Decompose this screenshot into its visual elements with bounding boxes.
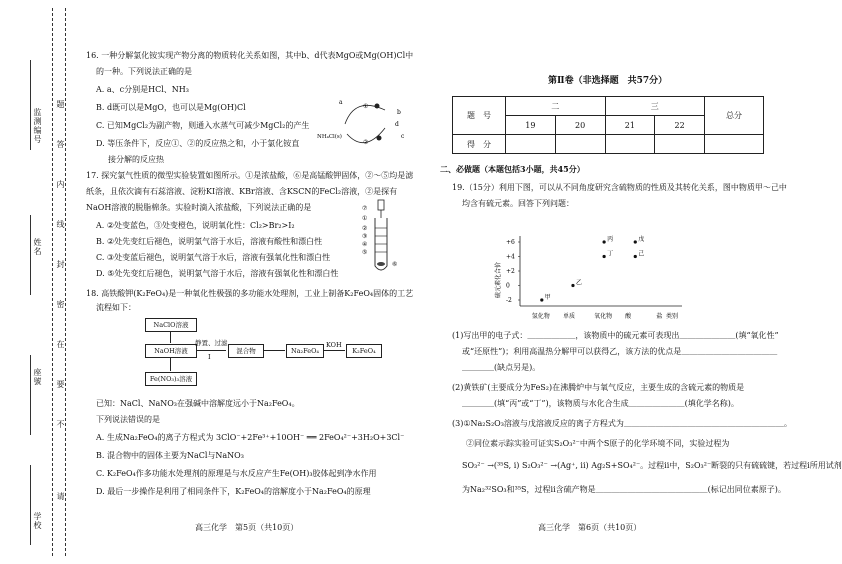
q19-sub1-line-1: (1)写出甲的电子式：＿＿＿＿＿＿，该物质中的硫元素可表现出＿＿＿＿＿＿＿(填“氧化性” [452, 331, 779, 340]
chart-xtick-label: 氢化物 [531, 313, 550, 320]
label-school: 学校 [33, 512, 42, 530]
seal-char-7: 线 [56, 220, 65, 229]
flow-arrow-fe-up [170, 357, 171, 371]
seal-char-6: 封 [56, 260, 65, 269]
q16-cycle-diagram [315, 94, 415, 154]
score-row-label: 得 分 [453, 135, 506, 154]
q19-line-2: 均含有硫元素。回答下列问题： [462, 199, 574, 208]
score-section-two: 二 [506, 97, 606, 116]
flow-fe-box: Fe(NO₃)₃溶液 [145, 372, 197, 386]
q18-option-b: B. 混合物中的固体主要为NaCl与NaNO₃ [96, 451, 244, 460]
q19-sub1-line-3: ＿＿＿＿(缺点另是)。 [462, 363, 541, 372]
q19-sub3-line-2: ②同位素示踪实验可证实S₂O₃²⁻中两个S原子的化学环境不同，实验过程为 [466, 439, 730, 448]
score-q19: 19 [506, 116, 556, 135]
q19-sub1-line-2: 或“还原性”)；利用高温热分解甲可以获得乙，该方法的优点是＿＿＿＿＿＿＿＿＿＿＿＿ [462, 347, 778, 356]
label-name: 姓名 [33, 238, 42, 256]
q19-line-1: 19.（15分）利用下图，可以从不同角度研究含硫物质的性质及其转化关系，图中物质甲～己中 [452, 183, 787, 192]
q17-option-d: D. ⑤处先变红后褪色，说明氯气溶于水后，溶液有强氧化性和漂白性 [96, 269, 339, 278]
q17-apparatus [360, 200, 420, 278]
seal-char-5: 密 [56, 300, 65, 309]
chart-xtick-label: 酸 [625, 313, 632, 320]
q18-known: 已知：NaCl、NaNO₃在强碱中溶解度远小于Na₂FeO₄。 [96, 399, 300, 408]
chart-point [571, 284, 574, 287]
seal-char-4: 在 [56, 340, 65, 349]
flow-step-label: 静置、过滤 [195, 339, 228, 347]
chart-ytick-label: +2 [506, 268, 515, 275]
flow-step-roman: I [208, 353, 211, 361]
label-exam-number: 监测编号 [33, 108, 42, 144]
flow-na2feo4-box: Na₂FeO₄ [286, 344, 324, 358]
diagram-label-r2: ② [363, 139, 369, 146]
flow-arrow-naclo-down [170, 331, 171, 343]
flow-koh-label: KOH [326, 341, 342, 349]
chart-ytick-label: -2 [506, 297, 512, 304]
q16-option-c: C. 已知MgCl₂为副产物，则通入水蒸气可减少MgCl₂的产生 [96, 121, 310, 130]
chart-point [634, 240, 637, 243]
chart-point-label: 己 [638, 250, 645, 258]
exam-number-line [30, 60, 31, 150]
apparatus-mark-7: ⑦ [362, 205, 368, 212]
q16-stem-2: 的一种。下列说法正确的是 [96, 67, 192, 76]
label-seat: 座號 [33, 368, 42, 386]
chart-ytick-label: +6 [506, 239, 515, 246]
q17-line-1: 17. 探究氯气性质的微型实验装置如图所示。①是浓盐酸，⑥是高锰酸钾固体，②～⑤均是滤 [86, 171, 414, 180]
apparatus-mark-6: ⑥ [392, 261, 398, 268]
q17-line-3: NaOH溶液的脱脂棉条。实验时滴入浓盐酸，下列说法正确的是 [86, 203, 312, 212]
seal-char-8: 内 [56, 180, 65, 189]
flow-k2feo4-box: K₂FeO₄ [346, 344, 382, 358]
diagram-label-nh4cl: NH₄Cl(s) [317, 134, 342, 140]
q19-sub3-line-4: 为Na₂³²SO₃和³⁵S，过程ii含硫产物是＿＿＿＿＿＿＿＿＿＿＿＿＿＿(标记出同位素原子)。 [462, 485, 786, 494]
right-page-footer: 高三化学 第6页（共10页） [538, 523, 642, 532]
chart-ytick-label: 0 [506, 282, 510, 290]
seal-char-1: 请 [56, 492, 65, 501]
q18-option-d: D. 最后一步操作是利用了相同条件下，K₂FeO₄的溶解度小于Na₂FeO₄的原理 [96, 487, 371, 496]
q16-option-b: B. d既可以是MgO，也可以是Mg(OH)Cl [96, 103, 246, 112]
chart-point-label: 丙 [607, 236, 614, 243]
chart-point-label: 戊 [638, 236, 645, 243]
apparatus-mark-2: ② [362, 225, 368, 232]
score-q21: 21 [605, 116, 655, 135]
q16-option-d-2: 接分解的反应热 [108, 155, 164, 164]
fold-line-outer [52, 8, 53, 556]
q19-sub3-line-3: SO₃²⁻ →(³⁵S, i) S₂O₃²⁻ →(Ag⁺, ii) Ag₂S+SO₄²⁻。过程ii中，S₂O₃²⁻断裂的只有硫硫键，若过程i所用试剂 [462, 461, 842, 470]
chart-ytick-label: +4 [506, 253, 515, 261]
chart-point-label: 甲 [544, 294, 551, 301]
q18-line-1: 18. 高铁酸钾(K₂FeO₄)是一种氧化性极强的多功能水处理剂，工业上制备K₂FeO₄固体的工艺 [86, 289, 414, 298]
q17-option-c: C. ③处变蓝后褪色，说明氯气溶于水后，溶液有强氧化性和漂白性 [96, 253, 331, 262]
section-heading: 二、必做题（本题包括3小题，共45分） [440, 164, 585, 174]
chart-point [634, 255, 637, 258]
diagram-label-r1: ① [363, 103, 369, 110]
diagram-label-b: b [397, 109, 401, 116]
apparatus-mark-4: ④ [362, 241, 368, 248]
seal-char-2: 不 [56, 420, 65, 429]
q18-option-a: A. 生成Na₂FeO₄的离子方程式为 3ClO⁻+2Fe³⁺+10OH⁻ ══ 2FeO₄²⁻+3H₂O+3Cl⁻ [96, 433, 405, 442]
chart-point [540, 298, 543, 301]
score-cell-19[interactable] [506, 135, 556, 154]
seat-line [30, 355, 31, 435]
diagram-label-c: c [401, 133, 405, 140]
seal-char-10: 题 [56, 100, 65, 109]
q16-option-a: A. a、c分别是HCl、NH₃ [96, 85, 189, 94]
diagram-label-a: a [339, 99, 343, 106]
score-cell-21[interactable] [605, 135, 655, 154]
score-q20: 20 [555, 116, 605, 135]
flow-naclo-box: NaClO溶液 [145, 318, 197, 332]
school-line [30, 465, 31, 545]
q17-option-b: B. ②处先变红后褪色，说明氯气溶于水后，溶液有酸性和漂白性 [96, 237, 323, 246]
valence-chart [470, 228, 690, 324]
score-cell-total[interactable] [705, 135, 764, 154]
score-cell-20[interactable] [555, 135, 605, 154]
seal-char-3: 要 [56, 380, 65, 389]
chart-point-label: 乙 [575, 279, 582, 287]
fold-line-inner [65, 8, 66, 556]
score-header-label: 题 号 [453, 97, 506, 135]
flow-arrow-to-mix [196, 350, 226, 351]
q17-line-2: 纸条，且依次滴有石蕊溶液、淀粉KI溶液、KBr溶液、含KSCN的FeCl₂溶液，②是探有 [86, 187, 398, 196]
q16-stem-1: 16. 一种分解氯化铵实现产物分离的物质转化关系如图，其中b、d代表MgO或Mg(OH)Cl中 [86, 51, 414, 60]
part-title: 第Ⅱ卷（非选择题 共57分） [548, 76, 668, 86]
score-total-label: 总分 [705, 97, 764, 135]
q18-ask: 下列说法错误的是 [96, 415, 160, 424]
q18-option-c: C. K₂FeO₄作多功能水处理剂的原理是与水反应产生Fe(OH)₃胶体起到净水作用 [96, 469, 377, 478]
q16-option-d-1: D. 等压条件下，反应①、②的反应热之和，小于氯化铵直 [96, 139, 300, 148]
score-cell-22[interactable] [655, 135, 705, 154]
score-q22: 22 [655, 116, 705, 135]
chart-point-label: 丁 [607, 250, 614, 258]
chart-xtick-label: 氧化物 [594, 313, 613, 320]
flow-arrow-to-na2feo4 [263, 350, 285, 351]
q19-sub2-line-1: (2)黄铁矿(主要成分为FeS₂)在沸腾炉中与氧气反应，主要生成的含硫元素的物质是 [452, 383, 745, 392]
diagram-label-d: d [395, 121, 399, 128]
chart-x-label: 类别 [666, 313, 679, 320]
chart-xtick-label: 单质 [562, 313, 575, 320]
apparatus-mark-1: ① [362, 215, 368, 222]
flow-naoh-box: NaOH溶液 [145, 344, 197, 358]
chart-point [603, 255, 606, 258]
q19-sub3-line-1: (3)①Na₂S₂O₃溶液与戊溶液反应的离子方程式为＿＿＿＿＿＿＿＿＿＿＿＿＿＿＿＿＿＿＿＿。 [452, 419, 792, 428]
chart-point [603, 240, 606, 243]
apparatus-mark-3: ③ [362, 233, 368, 240]
q18-line-2: 流程如下： [96, 303, 136, 312]
flow-mix-box: 混合物 [228, 344, 264, 358]
score-table [452, 96, 764, 154]
name-line [30, 215, 31, 295]
q17-option-a: A. ②处变蓝色，③处变橙色，说明氧化性：Cl₂>Br₂>I₂ [96, 221, 295, 230]
q19-sub2-line-2: ＿＿＿＿(填“丙”或“丁”)，该物质与水化合生成＿＿＿＿＿＿＿(填化学名称)。 [462, 399, 739, 408]
score-section-three: 三 [605, 97, 705, 116]
chart-xtick-label: 盐 [656, 313, 663, 320]
chart-y-label: 硫元素化合价 [495, 261, 502, 298]
left-page-footer: 高三化学 第5页（共10页） [195, 523, 299, 532]
apparatus-mark-5: ⑤ [362, 249, 368, 256]
seal-char-9: 答 [56, 140, 65, 149]
